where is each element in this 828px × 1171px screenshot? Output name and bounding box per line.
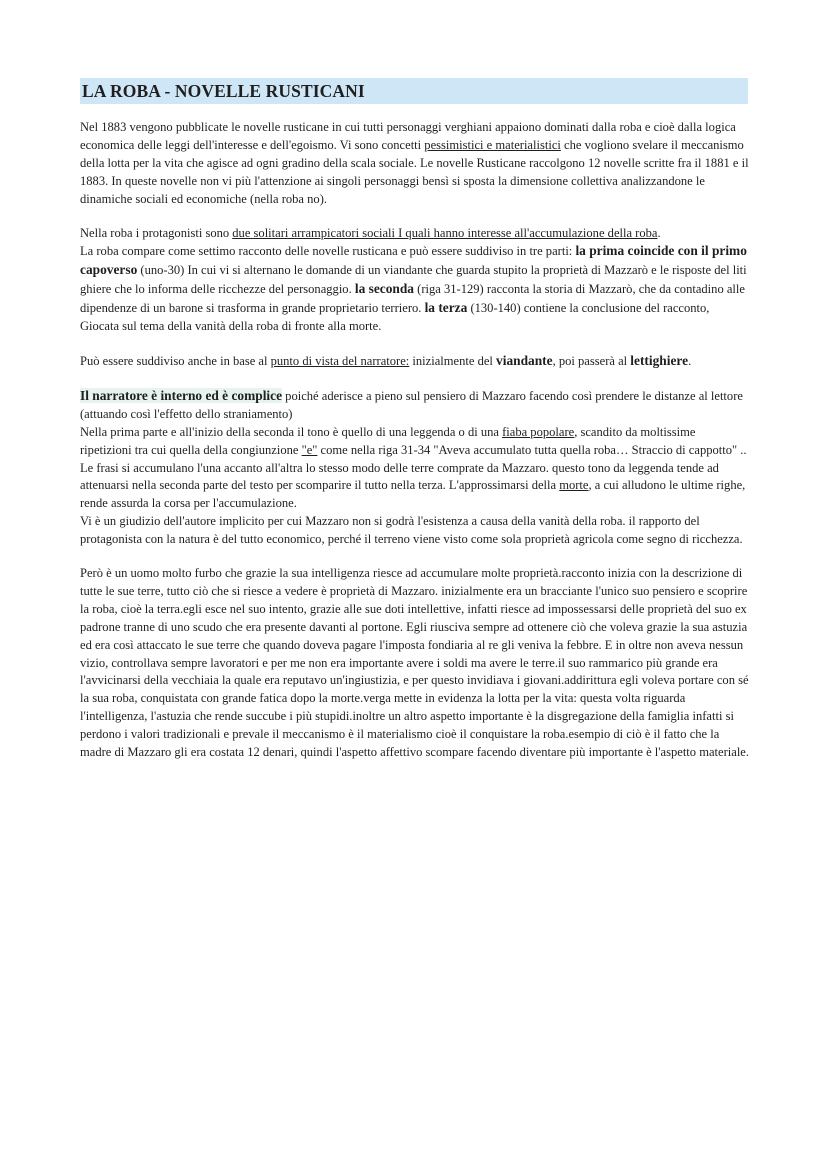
text-run: Può essere suddiviso anche in base al	[80, 353, 271, 368]
paragraph-tone	[80, 424, 750, 514]
underlined-phrase: morte	[559, 478, 589, 493]
underlined-phrase: fiaba popolare	[502, 424, 575, 439]
text-run: (uno-30) In cui vi si alternano le domande di un viandante che guarda stupito la proprietà di Mazzarò e le risposte del liti ghiere che lo informa delle ricchezze del personaggio.	[80, 263, 747, 297]
bold-phrase: la terza	[424, 300, 468, 316]
paragraph-intro	[80, 119, 750, 209]
bold-phrase: la seconda	[354, 281, 415, 297]
underlined-phrase: punto di vista del narratore:	[270, 353, 410, 368]
paragraph-judgement	[80, 513, 750, 549]
text-run: , a cui alludono le ultime righe, rende assurda la corsa per l'accumulazione.	[80, 478, 746, 511]
text-run: Nella roba i protagonisti sono	[80, 225, 233, 240]
text-run: , scandito da moltissime ripetizioni tra cui quella della congiunzione	[80, 424, 696, 457]
text-run: come nella riga 31-34 "Aveva accumulato tutta quella roba… Straccio di cappotto" .. Le frasi si accumulano l'una accanto all'altra lo stesso modo delle terre comprate da Mazzaro. questo tono da leggenda tende ad attenuarsi nella seconda parte del testo per scomparire il tutto nella terza. L'approssimarsi della	[80, 442, 747, 493]
text-run: Vi è un giudizio dell'autore implicito per cui Mazzaro non si godrà l'esistenza a causa della vanità della roba. il rapporto del protagonista con la natura è del tutto economico, perché il terreno viene visto come sola proprietà agricola come segno di ricchezza.	[80, 514, 743, 547]
text-run: poiché aderisce a pieno sul pensiero di Mazzaro facendo così prendere le distanze al lettore (attuando così l'effetto dello straniamento)	[80, 388, 743, 421]
paragraph-mazzaro	[80, 565, 750, 762]
text-run: Nella prima parte e all'inizio della seconda il tono è quello di una leggenda o di una	[80, 424, 503, 439]
paragraph-gap	[80, 549, 750, 565]
underlined-phrase: "e"	[301, 442, 318, 457]
text-run: inizialmente del	[409, 353, 497, 368]
paragraph-point-of-view	[80, 352, 750, 371]
paragraph-protagonists	[80, 225, 750, 243]
text-run: .	[657, 225, 661, 240]
text-run: Nel 1883 vengono pubblicate le novelle rusticane in cui tutti personaggi verghiani appaiono dominati dalla roba e cioè dalla logica economica delle leggi dell'interesse e dell'egoismo. Vi sono concetti	[80, 120, 736, 152]
text-run: La roba compare come settimo racconto delle novelle rusticana e può essere suddiviso in tre parti:	[80, 244, 576, 259]
text-run: Però è un uomo molto furbo che grazie la sua intelligenza riesce ad accumulare molte proprietà.racconto inizia con la descrizione di tutte le sue terre, tutto ciò che si riesce a vedere è proprietà di Mazzaro. inizialmente era un bracciante l'unico suo pensiero e scoprire la roba, cioè la terra.egli esce nel suo intento, grazie alle sue doti intellettive, infatti riesce ad impossessarsi delle proprietà del suo ex padrone tranne di uno scudo che era presente davanti al portone. Egli riusciva sempre ad ottenere ciò che voleva grazie la sua astuzia ed era così attaccato le sue terre che quando doveva pagare l'imposta fondiaria al re gli veniva la febbre. E in oltre non aveva nessun vizio, controllava sempre lavoratori e per me non era importante avere i soldi ma avere le terre.il suo rammarico più grande era l'avvicinarsi della vecchiaia la quale era reputavo un'ingiustizia, e per questo invidiava i giovani.addirittura egli voleva portare con sé la sua roba, conquistata con grande fatica dopo la morte.verga mette in evidenza la lotta per la vita: questa volta riguarda l'intelligenza, l'astuzia che rende succube i più stupidi.inoltre un altro aspetto importante è la disgregazione della famiglia infatti si perdono i valori tradizionali e prevale il meccanismo è il materialismo cioè il conquistare la roba.esempio di ciò è il fatto che la madre di Mazzaro gli era costata 12 denari, quindi l'aspetto affettivo scompare facendo diventare più importante è l'aspetto materiale.	[80, 566, 750, 760]
paragraph-gap	[80, 209, 750, 225]
bold-phrase: viandante	[496, 352, 553, 368]
highlighted-phrase: Il narratore è interno ed è complice	[80, 387, 283, 403]
paragraph-gap	[80, 371, 750, 387]
document-title: LA ROBA - NOVELLE RUSTICANI	[80, 78, 748, 104]
text-run: .	[688, 353, 692, 368]
paragraph-gap	[80, 336, 750, 352]
text-run: , poi passerà al	[552, 353, 631, 368]
bold-phrase: la prima coincide con il primo capoverso	[80, 243, 747, 278]
underlined-phrase: pessimistici e materialistici	[424, 137, 561, 152]
text-run: che vogliono svelare il meccanismo della lotta per la vita che agisce ad ogni gradino della scala sociale. Le novelle Rusticane raccolgono 12 novelle scritte fra il 1881 e il 1883. In queste novelle non vi più l'attenzione ai singoli personaggi bensì si sposta la dimensione collettiva analizzandone le dinamiche sociali ed economiche (nella roba no).	[80, 137, 749, 206]
bold-phrase: lettighiere	[630, 352, 689, 368]
underlined-phrase: due solitari arrampicatori sociali I quali hanno interesse all'accumulazione della roba	[232, 225, 658, 240]
paragraph-structure	[80, 242, 750, 336]
paragraph-narrator	[80, 387, 750, 424]
text-run: (130-140) contiene la conclusione del racconto, Giocata sul tema della vanità della roba di fronte alla morte.	[80, 301, 710, 334]
text-run: (riga 31-129) racconta la storia di Mazzarò, che da contadino alle dipendenze di un barone si trasforma in grande proprietario terriero.	[80, 282, 745, 316]
